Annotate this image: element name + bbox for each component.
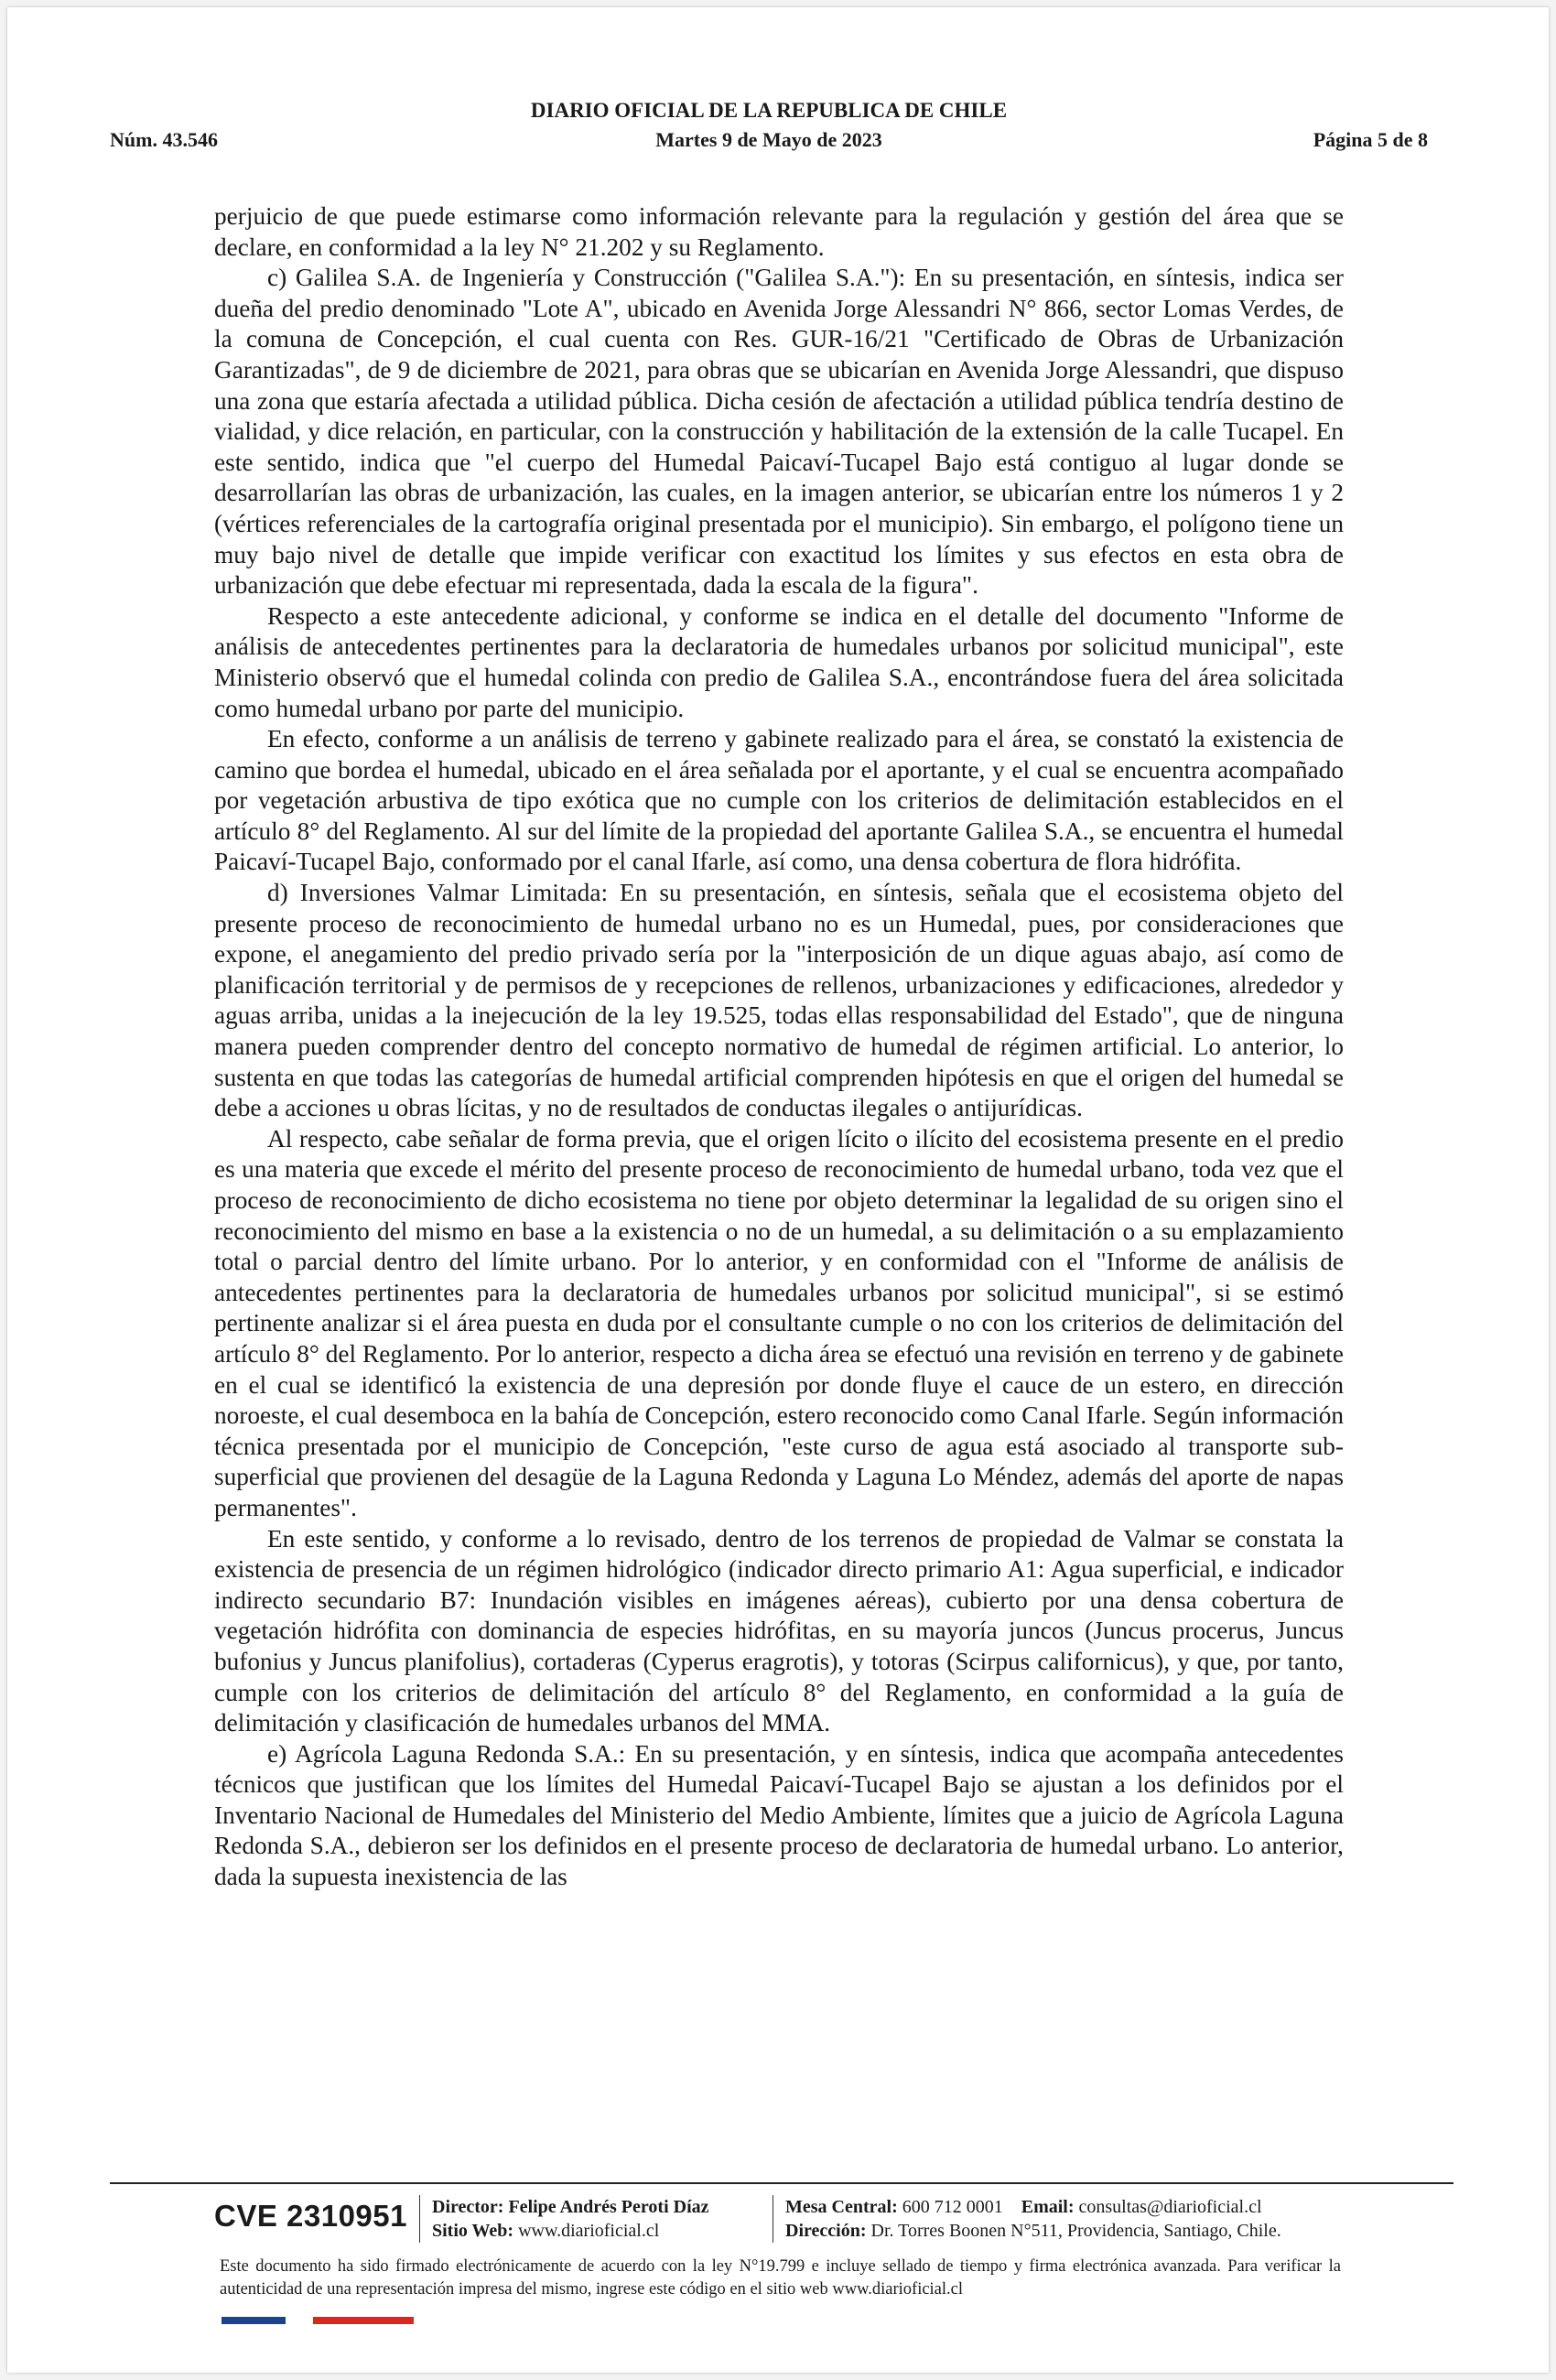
email-label: Email:	[1021, 2197, 1075, 2217]
paragraph: c) Galilea S.A. de Ingeniería y Construcción ("Galilea S.A."): En su presentación, en síntesis, indica ser dueña del predio denominado "Lote A", ubicado en Avenida Jorge Alessandri N° 866, sector Lomas Verdes, de la comuna de Concepción, el cual cuenta con Res. GUR-16/21 "Certificado de Obras de Urbanización Garantizadas", de 9 de diciembre de 2021, para obras que se ubicarían en Avenida Jorge Alessandri, que dispuso una zona que estaría afectada a utilidad pública. Dicha cesión de afectación a utilidad pública tendría destino de vialidad, y dice relación, en particular, con la construcción y habilitación de la extensión de la calle Tucapel. En este sentido, indica que "el cuerpo del Humedal Paicaví-Tucapel Bajo está contiguo al lugar donde se desarrollarían las obras de urbanización, las cuales, en la imagen anterior, se ubicarían entre los números 1 y 2 (vértices referenciales de la cartografía original presentada por el municipio). Sin embargo, el polígono tiene un muy bajo nivel de detalle que impide verificar con exactitud los límites y sus efectos en esta obra de urbanización que debe efectuar mi representada, dada la escala de la figura".	[214, 264, 1344, 600]
address-text: Dr. Torres Boonen N°511, Providencia, Santiago, Chile.	[870, 2221, 1281, 2241]
page-indicator: Página 5 de 8	[1313, 128, 1428, 151]
footer-divider	[110, 2182, 1453, 2184]
mesa-phone: 600 712 0001	[902, 2197, 1003, 2217]
paragraph: Al respecto, cabe señalar de forma previa, que el origen lícito o ilícito del ecosistema presente en el predio es una materia que excede el mérito del presente proceso de reconocimiento de humedal urbano, toda vez que el proceso de reconocimiento de dicho ecosistema no tiene por objeto determinar la legalidad de su origen sino el reconocimiento del mismo en base a la existencia o no de un humedal, a su delimitación o a su emplazamiento total o parcial dentro del límite urbano. Por lo anterior, y en conformidad con el "Informe de análisis de antecedentes pertinentes para la declaratoria de humedales urbanos por solicitud municipal", si se estimó pertinente analizar si el área puesta en duda por el consultante cumple o no con los criterios de delimitación del artículo 8° del Reglamento. Por lo anterior, respecto a dicha área se efectuó una revisión en terreno y de gabinete en el cual se identificó la existencia de una depresión por donde fluye el cauce de un estero, en dirección noroeste, el cual desemboca en la bahía de Concepción, estero reconocido como Canal Ifarle. Según información técnica presentada por el municipio de Concepción, "este curso de agua está asociado al transporte sub-superficial que provienen del desagüe de la Laguna Redonda y Laguna Lo Méndez, además del aporte de napas permanentes".	[214, 1124, 1344, 1521]
mesa-label: Mesa Central:	[785, 2197, 898, 2217]
footer-director-block	[432, 2195, 709, 2243]
footer-contact-block	[785, 2195, 1281, 2243]
flag-red-segment	[313, 2317, 414, 2324]
email-link[interactable]: consultas@diarioficial.cl	[1078, 2197, 1262, 2217]
director-name: Felipe Andrés Peroti Díaz	[508, 2197, 709, 2217]
website-link[interactable]: www.diarioficial.cl	[518, 2221, 660, 2241]
paragraph: perjuicio de que puede estimarse como información relevante para la regulación y gestión del área que se declare, en conformidad a la ley N° 21.202 y su Reglamento.	[214, 202, 1344, 261]
paragraph: En efecto, conforme a un análisis de terreno y gabinete realizado para el área, se constató la existencia de camino que bordea el humedal, ubicado en el área señalada por el aportante, y el cual se encuentra acompañado por vegetación arbustiva de tipo exótica que no cumple con los criterios de delimitación establecidos en el artículo 8° del Reglamento. Al sur del límite de la propiedad del aportante Galilea S.A., se encuentra el humedal Paicaví-Tucapel Bajo, conformado por el canal Ifarle, así como, una densa cobertura de flora hidrófita.	[214, 725, 1344, 876]
signature-notice: Este documento ha sido firmado electrónicamente de acuerdo con la ley N°19.799 e incluye sellado de tiempo y firma electrónica avanzada. Para verificar la autenticidad de una representación impresa del mismo, ingrese este código en el sitio web www.diarioficial.cl	[220, 2257, 1341, 2299]
flag-white-segment	[286, 2317, 313, 2324]
flag-blue-segment	[222, 2317, 286, 2324]
document-body	[214, 201, 1344, 1893]
address-label: Dirección:	[785, 2221, 867, 2241]
chile-flag-stripe	[222, 2317, 414, 2324]
page-header	[110, 99, 1428, 157]
footer-separator	[419, 2195, 420, 2243]
paragraph: d) Inversiones Valmar Limitada: En su presentación, en síntesis, señala que el ecosistema objeto del presente proceso de reconocimiento de humedal urbano no es un Humedal, pues, por consideraciones que expone, el anegamiento del predio privado sería por la "interposición de un dique aguas abajo, así como de planificación territorial y de permisos de y recepciones de rellenos, urbanizaciones y edificaciones, alrededor y aguas arriba, unidas a la inejecución de la ley 19.525, todas ellas responsabilidad del Estado", que de ninguna manera pueden comprender dentro del concepto normativo de humedal de régimen artificial. Lo anterior, lo sustenta en que todas las categorías de humedal artificial comprenden hipótesis en que el origen del humedal se debe a acciones u obras lícitas, y no de resultados de conductas ilegales o antijurídicas.	[214, 879, 1344, 1122]
paragraph: Respecto a este antecedente adicional, y conforme se indica en el detalle del documento "Informe de análisis de antecedentes pertinentes para la declaratoria de humedales urbanos por solicitud municipal", este Ministerio observó que el humedal colinda con predio de Galilea S.A., encontrándose fuera del área solicitada como humedal urbano por parte del municipio.	[214, 601, 1344, 722]
paragraph: En este sentido, y conforme a lo revisado, dentro de los terrenos de propiedad de Valmar se constata la existencia de presencia de un régimen hidrológico (indicador directo primario A1: Agua superficial, e indicador indirecto secundario B7: Inundación visibles en imágenes aéreas), cubierto por una densa cobertura de vegetación hidrófita con dominancia de especies hidrófitas, en su mayoría juncos (Juncus procerus, Juncus bufonius y Juncus planifolius), cortaderas (Cyperus eragrotis), y totoras (Scirpus californicus), y que, por tanto, cumple con los criterios de delimitación del artículo 8° del Reglamento, en conformidad a la guía de delimitación y clasificación de humedales urbanos del MMA.	[214, 1524, 1344, 1737]
issue-date: Martes 9 de Mayo de 2023	[655, 128, 882, 151]
cve-code: CVE 2310951	[214, 2199, 407, 2233]
website-label: Sitio Web:	[432, 2221, 514, 2241]
publication-title: DIARIO OFICIAL DE LA REPUBLICA DE CHILE	[530, 99, 1008, 122]
paragraph: e) Agrícola Laguna Redonda S.A.: En su presentación, y en síntesis, indica que acompaña antecedentes técnicos que justifican que los límites del Humedal Paicaví-Tucapel Bajo se ajustan a los definidos por el Inventario Nacional de Humedales del Ministerio del Medio Ambiente, límites que a juicio de Agrícola Laguna Redonda S.A., debieron ser los definidos en el presente proceso de declaratoria de humedal urbano. Lo anterior, dada la supuesta inexistencia de las	[214, 1739, 1344, 1891]
director-label: Director:	[432, 2197, 504, 2217]
document-page	[7, 7, 1549, 2373]
issue-number: Núm. 43.546	[110, 128, 218, 151]
